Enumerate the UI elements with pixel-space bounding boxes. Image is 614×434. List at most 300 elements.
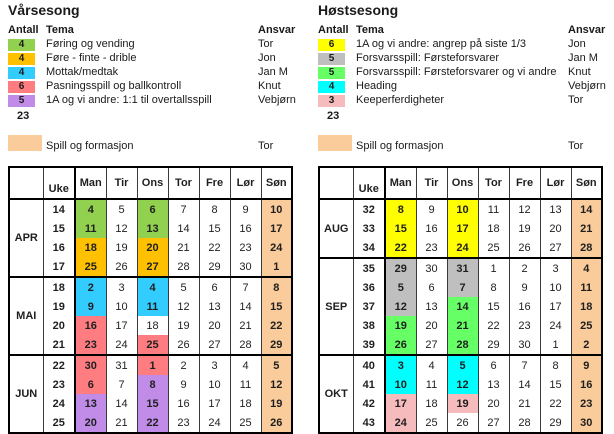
week-row <box>9 355 292 375</box>
day-cell: 12 <box>261 375 292 394</box>
week-row <box>319 316 602 335</box>
day-cell: 3 <box>540 258 571 278</box>
day-cell: 29 <box>385 258 416 278</box>
day-cell: 17 <box>447 219 478 238</box>
day-cell: 3 <box>106 277 137 297</box>
week-number-cell: 40 <box>353 355 385 375</box>
week-row <box>319 355 602 375</box>
legend-header <box>318 23 614 37</box>
legend-count-cell <box>318 79 356 93</box>
legend-header-tema: Tema <box>356 24 384 36</box>
week-number-cell: 15 <box>43 219 75 238</box>
day-cell: 9 <box>416 199 447 219</box>
day-cell: 28 <box>509 413 540 433</box>
week-number-cell: 38 <box>353 316 385 335</box>
day-cell: 12 <box>106 219 137 238</box>
week-number-cell: 22 <box>43 355 75 375</box>
week-row <box>319 375 602 394</box>
week-row <box>319 258 602 278</box>
day-cell: 24 <box>199 413 230 433</box>
legend-header-tema: Tema <box>46 24 74 36</box>
day-cell: 16 <box>230 219 261 238</box>
day-cell: 23 <box>416 238 447 258</box>
day-cell: 4 <box>571 258 602 278</box>
day-cell: 13 <box>540 199 571 219</box>
day-cell: 29 <box>540 413 571 433</box>
calendar-header <box>319 167 602 199</box>
week-row <box>9 316 292 335</box>
day-cell: 20 <box>416 316 447 335</box>
month-group <box>319 258 602 355</box>
month-group <box>9 277 292 355</box>
legend-ansvar: Jan M <box>568 52 598 64</box>
day-cell: 19 <box>447 394 478 413</box>
legend-header-ansvar: Ansvar <box>568 24 606 36</box>
legend-tema: Heading <box>356 80 397 92</box>
day-cell: 4 <box>416 355 447 375</box>
day-cell: 30 <box>230 257 261 277</box>
day-cell: 21 <box>571 219 602 238</box>
day-cell: 10 <box>385 375 416 394</box>
legend-count-cell <box>8 65 46 79</box>
extra-legend-label: Spill og formasjon <box>46 139 134 152</box>
day-cell: 10 <box>447 199 478 219</box>
legend-rows <box>8 37 304 107</box>
day-header-cell: Tir <box>416 167 447 199</box>
extra-legend-ansvar: Tor <box>568 139 584 152</box>
day-cell: 5 <box>261 355 292 375</box>
day-cell: 13 <box>416 297 447 316</box>
uke-header-cell: Uke <box>353 167 385 199</box>
day-cell: 27 <box>416 335 447 355</box>
day-cell: 18 <box>571 297 602 316</box>
day-cell: 2 <box>571 335 602 355</box>
day-cell: 23 <box>230 238 261 257</box>
autumn-season-panel <box>318 2 614 434</box>
day-cell: 14 <box>230 297 261 316</box>
day-header-cell: Ons <box>447 167 478 199</box>
day-cell: 22 <box>385 238 416 258</box>
week-number-cell: 33 <box>353 219 385 238</box>
week-row <box>9 394 292 413</box>
day-cell: 8 <box>261 277 292 297</box>
day-cell: 24 <box>447 238 478 258</box>
legend-tema: Føre - finte - drible <box>46 52 137 64</box>
legend-ansvar: Tor <box>568 94 584 106</box>
day-cell: 21 <box>509 394 540 413</box>
day-cell: 1 <box>540 335 571 355</box>
day-cell: 29 <box>478 335 509 355</box>
day-cell: 3 <box>385 355 416 375</box>
day-cell: 26 <box>168 335 199 355</box>
week-row <box>319 199 602 219</box>
week-row <box>9 297 292 316</box>
day-cell: 14 <box>168 219 199 238</box>
day-cell: 13 <box>199 297 230 316</box>
week-row <box>319 297 602 316</box>
day-header-cell: Lør <box>540 167 571 199</box>
day-cell: 15 <box>199 219 230 238</box>
legend-count-swatch: 5 <box>318 67 345 80</box>
legend-count-cell <box>318 65 356 79</box>
season-title: Vårsesong <box>8 2 80 18</box>
day-cell: 21 <box>168 238 199 257</box>
day-cell: 15 <box>478 297 509 316</box>
day-cell: 3 <box>199 355 230 375</box>
day-cell: 8 <box>478 278 509 297</box>
legend-header-ansvar: Ansvar <box>258 24 296 36</box>
week-row <box>319 335 602 355</box>
month-group <box>9 199 292 277</box>
day-cell: 28 <box>168 257 199 277</box>
day-cell: 18 <box>137 316 168 335</box>
day-cell: 23 <box>571 394 602 413</box>
day-cell: 2 <box>75 277 106 297</box>
day-cell: 11 <box>571 278 602 297</box>
day-cell: 27 <box>478 413 509 433</box>
month-label-cell: APR <box>9 199 43 277</box>
week-row <box>9 335 292 355</box>
day-cell: 17 <box>261 219 292 238</box>
legend-count-cell <box>8 93 46 107</box>
day-cell: 6 <box>137 199 168 219</box>
day-cell: 4 <box>75 199 106 219</box>
day-cell: 16 <box>168 394 199 413</box>
day-cell: 28 <box>230 335 261 355</box>
legend-tema: Forsvarsspill: Førsteforsvarer og vi andre <box>356 66 557 78</box>
autumn-calendar-table <box>318 166 603 434</box>
day-cell: 25 <box>478 238 509 258</box>
week-number-cell: 36 <box>353 278 385 297</box>
week-number-cell: 24 <box>43 394 75 413</box>
day-cell: 18 <box>478 219 509 238</box>
legend-header-antall: Antall <box>8 24 39 36</box>
extra-legend-row <box>8 135 304 152</box>
day-cell: 11 <box>478 199 509 219</box>
week-number-cell: 23 <box>43 375 75 394</box>
extra-legend-swatch <box>318 135 352 151</box>
day-cell: 26 <box>447 413 478 433</box>
day-cell: 26 <box>509 238 540 258</box>
day-cell: 16 <box>75 316 106 335</box>
legend-count-cell <box>318 37 356 51</box>
week-number-cell: 34 <box>353 238 385 258</box>
day-cell: 31 <box>106 355 137 375</box>
day-cell: 2 <box>168 355 199 375</box>
day-cell: 26 <box>385 335 416 355</box>
week-row <box>319 238 602 258</box>
day-cell: 21 <box>230 316 261 335</box>
week-row <box>9 238 292 257</box>
month-header-cell <box>9 167 43 199</box>
week-row <box>319 219 602 238</box>
legend-count-swatch: 4 <box>8 53 35 66</box>
day-cell: 1 <box>478 258 509 278</box>
week-number-cell: 39 <box>353 335 385 355</box>
day-cell: 11 <box>230 375 261 394</box>
day-header-cell: Man <box>385 167 416 199</box>
legend-count-cell <box>318 93 356 107</box>
day-header-cell: Søn <box>261 167 292 199</box>
day-cell: 17 <box>540 297 571 316</box>
month-header-cell <box>319 167 353 199</box>
day-cell: 15 <box>261 297 292 316</box>
day-cell: 10 <box>199 375 230 394</box>
week-row <box>9 375 292 394</box>
legend-total: 23 <box>17 110 30 122</box>
day-cell: 8 <box>540 355 571 375</box>
day-cell: 28 <box>447 335 478 355</box>
day-cell: 24 <box>385 413 416 433</box>
day-cell: 9 <box>168 375 199 394</box>
week-row <box>319 413 602 433</box>
day-header-cell: Fre <box>509 167 540 199</box>
week-number-cell: 41 <box>353 375 385 394</box>
legend-ansvar: Tor <box>258 38 274 50</box>
day-cell: 13 <box>75 394 106 413</box>
day-cell: 11 <box>137 297 168 316</box>
season-title: Høstsesong <box>318 2 399 18</box>
day-cell: 9 <box>230 199 261 219</box>
day-cell: 12 <box>385 297 416 316</box>
day-cell: 16 <box>509 297 540 316</box>
legend-count-swatch: 4 <box>8 67 35 80</box>
week-number-cell: 21 <box>43 335 75 355</box>
day-cell: 1 <box>261 257 292 277</box>
uke-header-cell: Uke <box>43 167 75 199</box>
day-cell: 16 <box>416 219 447 238</box>
day-cell: 18 <box>75 238 106 257</box>
day-cell: 22 <box>199 238 230 257</box>
week-number-cell: 32 <box>353 199 385 219</box>
legend-tema: Keeperferdigheter <box>356 94 445 106</box>
week-number-cell: 18 <box>43 277 75 297</box>
day-header-cell: Tor <box>168 167 199 199</box>
day-cell: 23 <box>509 316 540 335</box>
day-cell: 9 <box>509 278 540 297</box>
week-number-cell: 20 <box>43 316 75 335</box>
legend-tema: 1A og vi andre: 1:1 til overtallsspill <box>46 94 212 106</box>
day-cell: 4 <box>137 277 168 297</box>
week-number-cell: 37 <box>353 297 385 316</box>
day-cell: 30 <box>571 413 602 433</box>
week-row <box>9 413 292 433</box>
day-cell: 2 <box>509 258 540 278</box>
day-cell: 9 <box>75 297 106 316</box>
legend-tema: Pasningsspill og ballkontroll <box>46 80 182 92</box>
legend-count-cell <box>8 37 46 51</box>
day-cell: 23 <box>168 413 199 433</box>
day-header-cell: Tir <box>106 167 137 199</box>
day-cell: 22 <box>478 316 509 335</box>
day-cell: 5 <box>447 355 478 375</box>
legend-count-swatch: 4 <box>8 39 35 52</box>
day-cell: 19 <box>261 394 292 413</box>
day-cell: 15 <box>385 219 416 238</box>
day-cell: 11 <box>75 219 106 238</box>
day-cell: 25 <box>416 413 447 433</box>
day-cell: 27 <box>540 238 571 258</box>
day-cell: 22 <box>137 413 168 433</box>
day-cell: 7 <box>106 375 137 394</box>
day-cell: 20 <box>478 394 509 413</box>
day-cell: 20 <box>137 238 168 257</box>
day-cell: 22 <box>261 316 292 335</box>
day-cell: 24 <box>106 335 137 355</box>
legend-count-swatch: 6 <box>318 39 345 52</box>
day-cell: 20 <box>75 413 106 433</box>
legend-header-antall: Antall <box>318 24 349 36</box>
day-cell: 19 <box>106 238 137 257</box>
day-cell: 21 <box>106 413 137 433</box>
legend-ansvar: Jon <box>258 52 276 64</box>
day-cell: 6 <box>478 355 509 375</box>
day-cell: 19 <box>385 316 416 335</box>
week-row <box>319 394 602 413</box>
week-row <box>9 219 292 238</box>
day-header-cell: Fre <box>199 167 230 199</box>
day-cell: 9 <box>571 355 602 375</box>
week-row <box>319 278 602 297</box>
day-cell: 15 <box>137 394 168 413</box>
day-cell: 20 <box>540 219 571 238</box>
legend-total: 23 <box>327 110 340 122</box>
day-cell: 20 <box>199 316 230 335</box>
day-cell: 7 <box>230 277 261 297</box>
day-cell: 18 <box>416 394 447 413</box>
legend-count-swatch: 4 <box>318 81 345 94</box>
day-cell: 14 <box>447 297 478 316</box>
day-cell: 25 <box>75 257 106 277</box>
legend-ansvar: Jon <box>568 38 586 50</box>
week-number-cell: 35 <box>353 258 385 278</box>
day-cell: 25 <box>571 316 602 335</box>
spring-season-panel <box>8 2 304 434</box>
week-number-cell: 43 <box>353 413 385 433</box>
day-cell: 30 <box>509 335 540 355</box>
month-label-cell: JUN <box>9 355 43 433</box>
extra-legend-ansvar: Tor <box>258 139 274 152</box>
day-cell: 24 <box>261 238 292 257</box>
day-cell: 29 <box>261 335 292 355</box>
legend-ansvar: Vebjørn <box>258 94 296 106</box>
extra-legend-label: Spill og formasjon <box>356 139 444 152</box>
day-cell: 15 <box>540 375 571 394</box>
day-cell: 7 <box>509 355 540 375</box>
month-group <box>319 355 602 433</box>
day-cell: 22 <box>540 394 571 413</box>
legend-count-swatch: 5 <box>318 53 345 66</box>
day-cell: 27 <box>199 335 230 355</box>
week-row <box>9 199 292 219</box>
calendar-header <box>9 167 292 199</box>
day-cell: 30 <box>75 355 106 375</box>
day-cell: 25 <box>137 335 168 355</box>
day-cell: 24 <box>540 316 571 335</box>
day-cell: 25 <box>230 413 261 433</box>
day-cell: 7 <box>168 199 199 219</box>
day-cell: 17 <box>199 394 230 413</box>
day-cell: 17 <box>385 394 416 413</box>
day-cell: 5 <box>385 278 416 297</box>
legend-header <box>8 23 304 37</box>
day-cell: 19 <box>509 219 540 238</box>
week-number-cell: 16 <box>43 238 75 257</box>
legend-count-swatch: 5 <box>8 95 35 108</box>
day-cell: 28 <box>571 238 602 258</box>
month-label-cell: SEP <box>319 258 353 355</box>
day-cell: 10 <box>261 199 292 219</box>
day-cell: 29 <box>199 257 230 277</box>
day-cell: 16 <box>571 375 602 394</box>
day-cell: 18 <box>230 394 261 413</box>
legend-tema: Forsvarsspill: Førsteforsvarer <box>356 52 500 64</box>
day-cell: 13 <box>137 219 168 238</box>
day-cell: 30 <box>416 258 447 278</box>
day-cell: 11 <box>416 375 447 394</box>
extra-legend-swatch <box>8 135 42 151</box>
day-cell: 26 <box>106 257 137 277</box>
week-row <box>9 277 292 297</box>
day-header-cell: Søn <box>571 167 602 199</box>
month-group <box>319 199 602 258</box>
week-number-cell: 42 <box>353 394 385 413</box>
day-cell: 5 <box>168 277 199 297</box>
day-cell: 27 <box>137 257 168 277</box>
month-label-cell: OKT <box>319 355 353 433</box>
day-cell: 5 <box>106 199 137 219</box>
day-cell: 17 <box>106 316 137 335</box>
day-cell: 23 <box>75 335 106 355</box>
legend-count-cell <box>8 79 46 93</box>
legend-count-swatch: 6 <box>8 81 35 94</box>
legend-count-cell <box>318 51 356 65</box>
day-cell: 10 <box>540 278 571 297</box>
day-cell: 8 <box>199 199 230 219</box>
day-cell: 6 <box>75 375 106 394</box>
extra-legend-row <box>318 135 614 152</box>
day-cell: 8 <box>137 375 168 394</box>
day-cell: 14 <box>106 394 137 413</box>
legend-count-cell <box>8 51 46 65</box>
day-cell: 14 <box>571 199 602 219</box>
week-row <box>9 257 292 277</box>
week-number-cell: 19 <box>43 297 75 316</box>
day-cell: 7 <box>447 278 478 297</box>
legend-rows <box>318 37 614 107</box>
day-cell: 13 <box>478 375 509 394</box>
week-number-cell: 17 <box>43 257 75 277</box>
legend-ansvar: Knut <box>258 80 281 92</box>
day-cell: 12 <box>509 199 540 219</box>
day-cell: 21 <box>447 316 478 335</box>
day-cell: 19 <box>168 316 199 335</box>
day-cell: 6 <box>199 277 230 297</box>
legend-tema: Mottak/medtak <box>46 66 119 78</box>
day-header-cell: Ons <box>137 167 168 199</box>
day-header-cell: Lør <box>230 167 261 199</box>
legend-tema: Føring og vending <box>46 38 135 50</box>
legend-count-swatch: 3 <box>318 95 345 108</box>
legend-ansvar: Knut <box>568 66 591 78</box>
day-cell: 10 <box>106 297 137 316</box>
day-cell: 1 <box>137 355 168 375</box>
day-header-cell: Tor <box>478 167 509 199</box>
day-cell: 8 <box>385 199 416 219</box>
month-label-cell: MAI <box>9 277 43 355</box>
month-group <box>9 355 292 433</box>
day-cell: 26 <box>261 413 292 433</box>
